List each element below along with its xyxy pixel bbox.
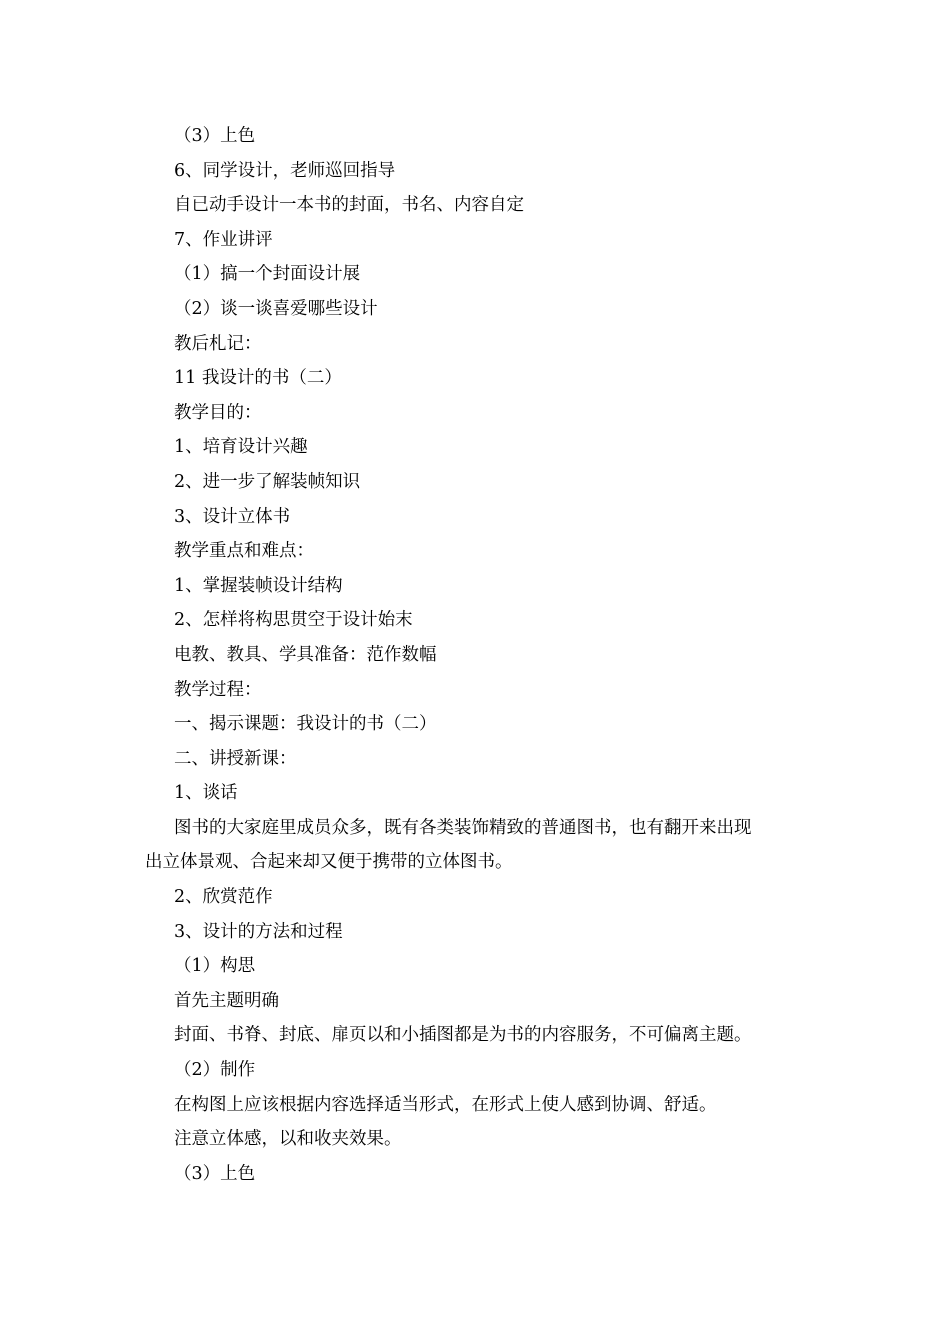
text-line: 1、掌握装帧设计结构 — [174, 575, 343, 596]
text-line: 自已动手设计一本书的封面，书名、内容自定 — [174, 195, 524, 216]
text-line: 2、怎样将构思贯空于设计始末 — [174, 610, 413, 631]
text-line: 6、同学设计，老师巡回指导 — [174, 160, 396, 181]
text-line: 3、设计立体书 — [174, 506, 291, 527]
text-line: 2、欣赏范作 — [174, 887, 273, 908]
text-line: 封面、书脊、封底、扉页以和小插图都是为书的内容服务，不可偏离主题。 — [174, 1025, 752, 1046]
text-line: 教学目的： — [174, 402, 262, 423]
text-line: 教学重点和难点： — [174, 541, 314, 562]
text-line: 首先主题明确 — [174, 990, 279, 1011]
text-line: （3）上色 — [174, 126, 256, 146]
text-line: 1、培育设计兴趣 — [174, 437, 308, 458]
text-line: 二、讲授新课： — [174, 748, 297, 769]
paragraph-line: 图书的大家庭里成员众多，既有各类装饰精致的普通图书，也有翻开来出现 — [174, 817, 752, 838]
paragraph-line: 出立体景观、合起来却又便于携带的立体图书。 — [145, 852, 513, 873]
text-line: （2）制作 — [174, 1060, 256, 1081]
section-heading: 11 我设计的书（二） — [174, 368, 342, 389]
text-line: 3、设计的方法和过程 — [174, 921, 343, 942]
text-line: 电教、教具、学具准备：范作数幅 — [174, 644, 437, 665]
text-line: 教学过程： — [174, 679, 262, 700]
text-line: （3）上色 — [174, 1163, 256, 1184]
text-line: 7、作业讲评 — [174, 229, 273, 250]
text-line: （1）构思 — [174, 956, 256, 977]
text-line: 在构图上应该根据内容选择适当形式，在形式上使人感到协调、舒适。 — [174, 1094, 717, 1115]
text-line: （1）搞一个封面设计展 — [174, 264, 361, 285]
text-line: 2、进一步了解装帧知识 — [174, 471, 361, 492]
text-line: 教后札记： — [174, 333, 262, 354]
text-line: 1、谈话 — [174, 783, 238, 804]
text-line: 注意立体感，以和收夹效果。 — [174, 1129, 402, 1150]
document-body — [145, 119, 810, 1191]
text-line: （2）谈一谈喜爱哪些设计 — [174, 298, 378, 319]
text-line: 一、揭示课题：我设计的书（二） — [174, 714, 437, 735]
